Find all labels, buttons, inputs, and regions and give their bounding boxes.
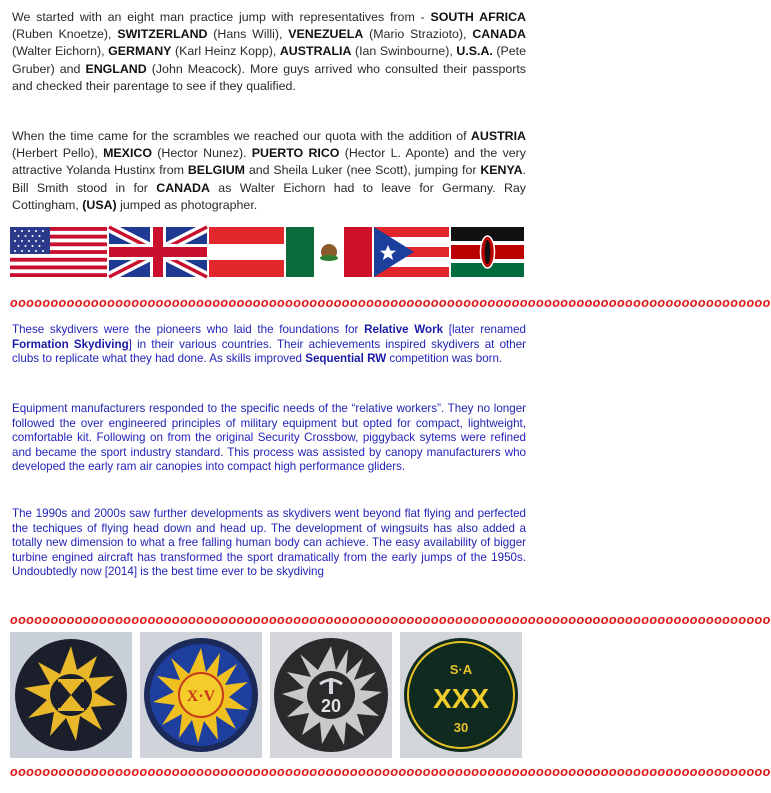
patch-xxx-label: XXX xyxy=(432,683,490,714)
pioneers-paragraph: These skydivers were the pioneers who laid the foundations for Relative Work [later renamed Formation Skydiving] in their various countries. Their achievements inspired skydivers at other clubs to replicate what they had done. As skills improved Sequential RW competition was born. xyxy=(12,323,526,366)
patch-twenty-label: 20 xyxy=(320,696,342,716)
divider-middle: oooooooooooooooooooooooooooooooooooooooooooooooooooooooooooooooooooooooooooooooooooooooooooooo xyxy=(10,613,771,627)
patch-sun-xv xyxy=(140,632,262,758)
puerto-rico-flag xyxy=(374,227,449,277)
scrambles-paragraph: When the time came for the scrambles we reached our quota with the addition of AUSTRIA (Herbert Pello), MEXICO (Hector Nunez). PUERTO RICO (Hector L. Aponte) and the very attractive Yolanda Hustinx from BELGIUM and Sheila Luker (nee Scott), jumping for KENYA. Bill Smith stood in for CANADA as Walter Eichorn had to leave for Germany. Ray Cottingham, (USA) jumped as photographer. xyxy=(12,129,527,212)
kenya-flag xyxy=(451,227,524,277)
intro-paragraph: We started with an eight man practice jump with representatives from - SOUTH AFRICA (Ruben Knoetze), SWITZERLAND (Hans Willi), VENEZUELA (Mario Strazioto), CANADA (Walter Eichorn), GERMANY (Karl Heinz Kopp), AUSTRALIA (Ian Swinbourne), U.S.A. (Pete Gruber) and ENGLAND (John Meacock). More guys arrived who consulted their passports and checked their parentage to see if they qualified. xyxy=(12,10,527,93)
flags-row xyxy=(10,227,524,277)
patch-hourglass xyxy=(10,632,132,758)
patch-thirty-label: 30 xyxy=(453,720,469,735)
equipment-paragraph: Equipment manufacturers responded to the specific needs of the “relative workers”. They no longer followed the over engineered principles of military equipment but opted for compact, lightweight, comfortable kit. Following on from the original Security Crossbow, piggyback sytems were refined and became the sport industry standard. This process was assisted by canopy manufacturers who developed the early ram air canopies into compact high performance gliders. xyxy=(12,402,526,474)
usa-flag xyxy=(10,227,107,277)
divider-top: oooooooooooooooooooooooooooooooooooooooooooooooooooooooooooooooooooooooooooooooooooooooooooooo xyxy=(10,296,771,310)
patch-sa-thirty xyxy=(400,632,522,758)
austria-flag xyxy=(209,227,284,277)
divider-bottom: oooooooooooooooooooooooooooooooooooooooooooooooooooooooooooooooooooooooooooooooooooooooooooooo xyxy=(10,765,771,779)
mexico-flag xyxy=(286,227,372,277)
union-jack-flag xyxy=(109,227,207,277)
patch-sa-label: S·A xyxy=(449,662,473,677)
patch-sun-xv-label: X·V xyxy=(186,688,216,705)
developments-paragraph: The 1990s and 2000s saw further developments as skydivers went beyond flat flying and perfected the techiques of flying head down and head up. The development of wingsuits has also added a totally new dimension to what a free falling human body can achieve. The easy availability of bigger turbine engined aircraft has transformed the sport dramatically from the early jumps of the 1950s. Undoubtedly now [2014] is the best time ever to be skydiving xyxy=(12,507,526,579)
patch-twenty-emblem xyxy=(270,632,392,758)
